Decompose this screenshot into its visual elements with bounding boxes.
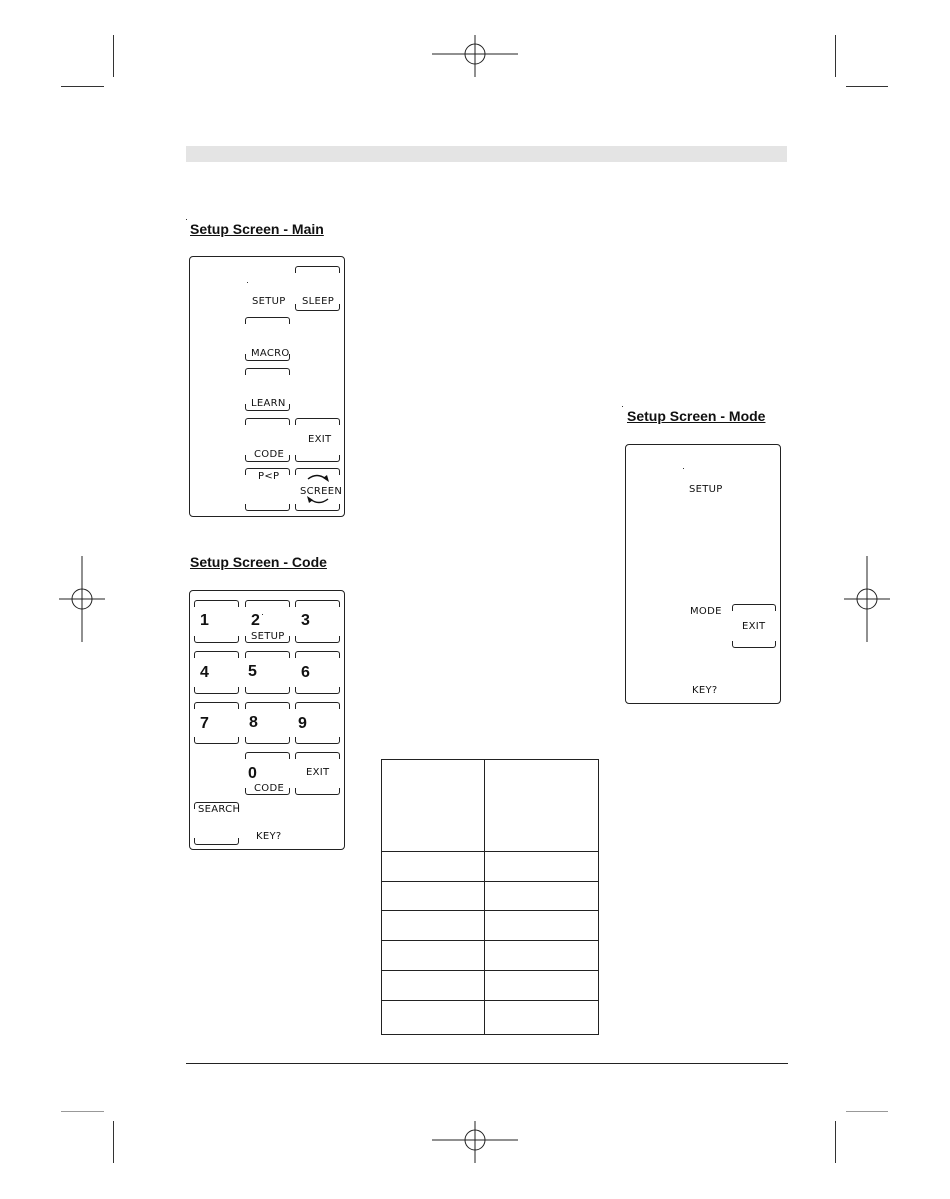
screen-label: SCREEN [300,486,343,497]
digit-0-label: 0 [248,765,257,782]
pip-label: P<P [258,471,280,482]
print-speck [186,219,187,220]
registration-mark-top [432,35,518,77]
registration-mark-bottom [432,1121,518,1163]
footer-rule [186,1063,788,1064]
digit-3-label: 3 [301,612,310,629]
mode-label: MODE [690,606,722,617]
digit-2-label: 2 [251,612,260,629]
digit-7-label: 7 [200,715,209,732]
print-speck [247,282,248,283]
learn-label: LEARN [251,398,286,409]
code-code-label: CODE [254,783,285,794]
exit-label: EXIT [308,434,332,445]
header-bar [186,146,787,162]
mode-exit-label: EXIT [742,621,766,632]
digit-1-label: 1 [200,612,209,629]
code-label: CODE [254,449,285,460]
registration-mark-right [844,556,890,642]
code-exit-label: EXIT [306,767,330,778]
code-setup-label: SETUP [251,631,285,642]
main-screen-title: Setup Screen - Main [190,221,324,237]
digit-4-label: 4 [200,664,209,681]
mode-setup-label: SETUP [689,484,723,495]
digit-6-label: 6 [301,664,310,681]
macro-label: MACRO [251,348,290,359]
digit-8-label: 8 [249,714,258,731]
print-speck [622,406,623,407]
mode-screen-title: Setup Screen - Mode [627,408,766,424]
code-screen-panel [189,590,345,850]
main-screen-panel [189,256,345,517]
mode-screen-panel [625,444,781,704]
search-label: SEARCH [198,804,241,815]
mode-key-prompt: KEY? [692,685,718,696]
code-key-prompt: KEY? [256,831,282,842]
setup-label: SETUP [252,296,286,307]
registration-mark-left [59,556,105,642]
digit-5-label: 5 [248,663,257,680]
sleep-label: SLEEP [302,296,335,307]
print-speck [262,614,263,615]
digit-9-label: 9 [298,715,307,732]
print-speck [683,468,684,469]
code-screen-title: Setup Screen - Code [190,554,327,570]
